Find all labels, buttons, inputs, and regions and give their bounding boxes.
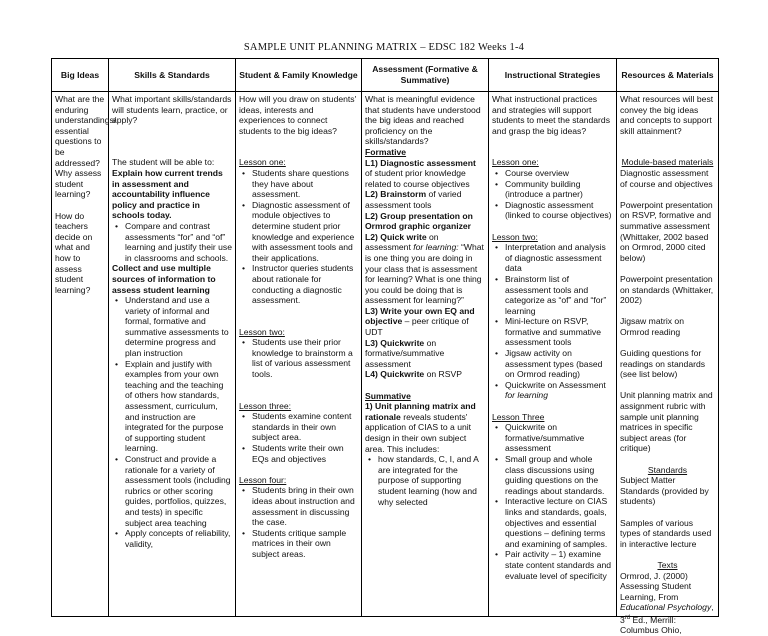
strategies-cell	[489, 92, 617, 617]
resources-texts-heading: Texts	[657, 559, 678, 570]
strategies-lesson-one-list	[492, 168, 613, 221]
assessment-l2c	[365, 232, 485, 306]
list-item: • how standards, C, I, and A are integrated for the purpose of supporting student learning (how and why selected	[378, 454, 485, 507]
assessment-l2c-label: L2) Quick write	[365, 231, 427, 242]
assessment-l3a	[365, 306, 485, 338]
assessment-l3b-text: on formative/summative assessment	[365, 337, 445, 369]
assessment-l3b-label: L3) Quickwrite	[365, 337, 425, 348]
big-ideas-cell	[52, 92, 117, 617]
knowledge-lesson-two-list	[239, 337, 358, 379]
assessment-s1-text: reveals students' application of CIAS to a unit design in their own subject area. This includes:	[365, 411, 472, 454]
list-item: • Jigsaw activity on assessment types (based on Ormrod reading)	[505, 348, 613, 380]
header-instructional-strategies: Instructional Strategies	[489, 59, 617, 92]
list-item: • Students critique sample matrices in their own subject areas.	[252, 528, 358, 560]
list-item: • Pair activity – 1) examine state content standards and evaluate level of specificity	[505, 549, 613, 581]
assessment-s1	[365, 401, 485, 454]
knowledge-intro: How will you draw on students' ideas, interests and experiences to connect students to the big ideas?	[239, 94, 357, 136]
citation-title: Educational Psychology	[620, 602, 712, 613]
unit-planning-matrix	[51, 58, 719, 636]
strategies-quickwrite-text: Quickwrite on Assessment	[505, 379, 606, 390]
list-item: • Students share questions they have about assessment.	[252, 168, 358, 200]
assessment-l4-text: on RSVP	[424, 369, 462, 380]
skills-item: • Apply concepts of reliability, validity,	[125, 528, 232, 549]
strategies-lesson-three-list	[492, 422, 613, 581]
resources-item: Guiding questions for readings on standards (see list below)	[620, 348, 706, 380]
assessment-l1-label: L1) Diagnostic assessment	[365, 157, 476, 168]
list-item: • Students examine content standards in their own subject area.	[252, 411, 358, 443]
resources-item: Diagnostic assessment of course and objectives	[620, 167, 713, 189]
knowledge-lesson-four: Lesson four:	[239, 474, 287, 485]
list-item: • Students use their prior knowledge to brainstorm a list of various assessment tools.	[252, 337, 358, 379]
list-item: • Interactive lecture on CIAS links and standards, goals, objectives and essential questions – defining terms and examining of samples.	[505, 496, 613, 549]
resources-item: Samples of various types of standards used in interactive lecture	[620, 517, 712, 549]
assessment-l2c-text-1: on assessment	[365, 231, 439, 253]
list-item: • Interpretation and analysis of diagnostic assessment data	[505, 242, 613, 274]
header-skills-standards: Skills & Standards	[109, 59, 236, 92]
knowledge-lesson-one-list	[239, 168, 358, 306]
assessment-summative-list	[365, 454, 485, 507]
list-item: • Students write their own EQs and objectives	[252, 443, 358, 464]
assessment-summative-heading: Summative	[365, 390, 411, 401]
skills-heading-2: Collect and use multiple sources of information to assess student learning	[112, 263, 216, 295]
knowledge-lesson-one: Lesson one:	[239, 157, 286, 168]
skills-heading-1: Explain how current trends in assessment and accountability influence policy and practice in schools today.	[112, 167, 223, 221]
assessment-s1-label: 1) Unit planning matrix and rationale	[365, 401, 476, 422]
big-ideas-question-2: How do teachers decide on what and how to assess student learning?	[55, 210, 93, 295]
knowledge-lesson-four-list	[239, 485, 358, 559]
skills-intro: What important skills/standards will students learn, practice, or apply?	[112, 94, 232, 126]
resources-citation	[620, 571, 715, 636]
skills-item: • Explain and justify with examples from your own teaching and the teaching of others how standards, assessment, curriculum, and instruction are integrated for the purpose of supporting student learning.	[125, 359, 232, 454]
citation-part: , 3	[620, 602, 714, 625]
list-item: • Small group and whole class discussions using guiding questions on the readings about standards.	[505, 454, 613, 496]
assessment-l3b	[365, 338, 485, 370]
resources-item: Powerpoint presentation on standards (Whittaker, 2002)	[620, 273, 714, 306]
citation-part: Ed., Merrill: Columbus Ohio,	[620, 614, 682, 636]
assessment-l2c-italic: for learning:	[413, 242, 459, 253]
assessment-l2a-label: L2) Brainstorm	[365, 189, 427, 200]
skills-item: • Understand and use a variety of informal and formal, formative and summative assessments to determine progress and plan instruction	[125, 295, 232, 359]
assessment-l2b: L2) Group presentation on Ormrod graphic organizer	[365, 210, 473, 232]
resources-module-heading: Module-based materials	[621, 157, 714, 168]
assessment-l2a	[365, 189, 485, 210]
list-item: • Course overview	[505, 168, 613, 179]
resources-item: Unit planning matrix and assignment rubric with sample unit planning matrices in specific subject areas (for critique)	[620, 390, 713, 454]
assessment-l2c-text-2: “What is one thing you are doing in your class that is assessment for learning? What is one thing you could be doing that is assessment for learning?”	[365, 242, 484, 306]
skills-list-2	[112, 295, 232, 549]
skills-item: • Construct and provide a rationale for a variety of assessment tools (including rubrics or other scoring guides, portfolios, quizzes, and tests) in specific subject area teaching	[125, 454, 232, 528]
header-student-family-knowledge: Student & Family Knowledge	[236, 59, 362, 92]
list-item: • Brainstorm list of assessment tools and categorize as “of” and “for” learning	[505, 274, 613, 316]
resources-intro: What resources will best convey the big ideas and concepts to support skill attainment?	[620, 94, 714, 136]
list-item: • Community building (introduce a partner)	[505, 179, 613, 200]
strategies-intro: What instructional practices and strategies will support students to meet the standards and grasp the big ideas?	[492, 94, 610, 136]
content-row	[52, 92, 719, 617]
assessment-l4-label: L4) Quickwrite	[365, 369, 425, 380]
skills-standards-cell	[109, 92, 236, 617]
assessment-l3a-label: L3) Write your own EQ and objective	[365, 305, 475, 327]
assessment-l2a-text: of varied assessment tools	[365, 189, 462, 210]
assessment-l4	[365, 369, 485, 380]
list-item: • Quickwrite on formative/summative assessment	[505, 422, 613, 454]
list-item: • Instructor queries students about rationale for conducting a diagnostic assessment.	[252, 263, 358, 305]
strategies-lesson-two-list	[492, 242, 613, 401]
list-item: • Students bring in their own ideas about instruction and assessment in discussing the case.	[252, 485, 358, 527]
assessment-intro: What is meaningful evidence that students have understood the big ideas and reached proficiency on the skills/standards?	[365, 94, 481, 147]
strategies-lesson-three: Lesson Three	[492, 411, 545, 422]
list-item: • Diagnostic assessment of module objectives to determine student prior knowledge and experience with assessment tools and their applications.	[252, 200, 358, 264]
assessment-cell	[362, 92, 489, 617]
header-row	[52, 59, 719, 92]
resources-item: Powerpoint presentation on RSVP, formative and summative assessment (Whittaker, 2002 based on Ormrod, 2000 cited below)	[620, 199, 713, 263]
citation-superscript: rd	[624, 614, 631, 621]
header-assessment: Assessment (Formative & Summative)	[362, 59, 489, 92]
skills-lead: The student will be able to:	[112, 157, 215, 168]
big-ideas-question-1: What are the enduring understandings/ essential questions to be addressed? Why assess student learning?	[55, 94, 117, 200]
strategies-lesson-one: Lesson one:	[492, 157, 539, 168]
knowledge-lesson-three: Lesson three:	[239, 400, 292, 411]
strategies-quickwrite-italic: for learning	[505, 390, 548, 401]
resources-item: Subject Matter Standards (provided by students)	[620, 475, 709, 507]
skills-item: • Compare and contrast assessments “for” and “of” learning and justify their use in classrooms and schools.	[125, 221, 232, 263]
resources-standards-heading: Standards	[647, 464, 688, 475]
citation-part: Ormrod, J. (2000) Assessing Student Learning, From	[620, 570, 692, 602]
header-big-ideas: Big Ideas	[52, 59, 109, 92]
resources-item: Jigsaw matrix on Ormrod reading	[620, 316, 684, 337]
knowledge-cell	[236, 92, 362, 617]
assessment-l3a-text: – peer critique of UDT	[365, 316, 469, 338]
knowledge-lesson-three-list	[239, 411, 358, 464]
list-item: • Mini-lecture on RSVP, formative and summative assessment tools	[505, 316, 613, 348]
assessment-l1-text: of student prior knowledge related to course objectives	[365, 168, 470, 189]
assessment-l1	[365, 158, 485, 190]
knowledge-lesson-two: Lesson two:	[239, 326, 285, 337]
assessment-formative-heading: Formative	[365, 146, 407, 157]
list-item	[505, 380, 613, 401]
skills-list-1	[112, 221, 232, 263]
resources-cell	[617, 92, 719, 636]
list-item: • Diagnostic assessment (linked to course objectives)	[505, 200, 613, 221]
header-resources-materials: Resources & Materials	[617, 59, 719, 92]
document-title: SAMPLE UNIT PLANNING MATRIX – EDSC 182 Weeks 1-4	[243, 42, 525, 53]
strategies-lesson-two: Lesson two:	[492, 231, 538, 242]
